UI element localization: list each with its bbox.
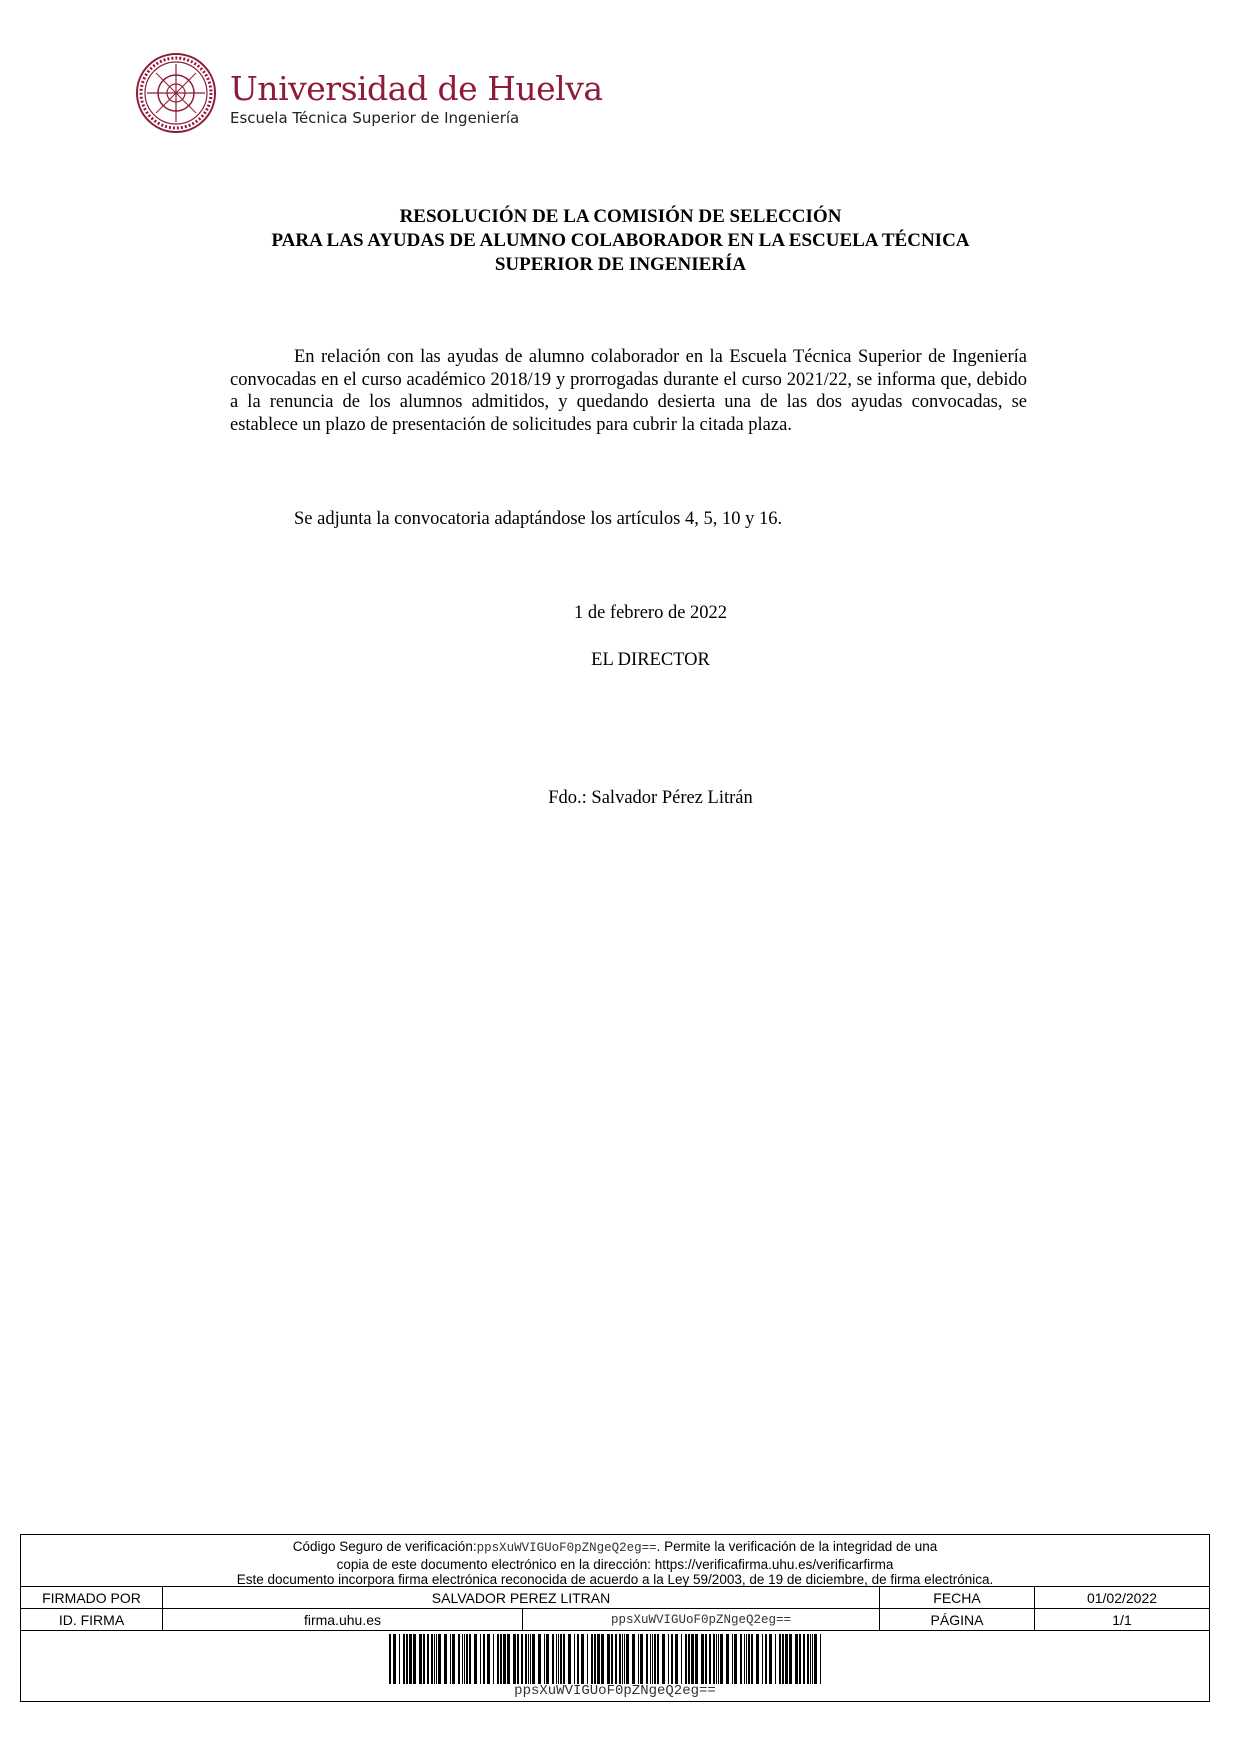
- verification-line-2: copia de este documento electrónico en la dirección: https://verificafirma.uhu.es/verificarfirma: [336, 1556, 894, 1572]
- barcode-area: [21, 1631, 1209, 1703]
- csv-code: ppsXuWVIGUoF0pZNgeQ2eg==: [476, 1541, 657, 1555]
- body-paragraph-1: En relación con las ayudas de alumno colaborador en la Escuela Técnica Superior de Ingeniería convocadas en el curso académico 2018/19 y prorrogadas durante el curso 2021/22, se informa que, debido a la renuncia de los alumnos admitidos, y quedando desierta una de las dos ayudas convocadas, se establece un plazo de presentación de solicitudes para cubrir la citada plaza.: [230, 347, 1027, 435]
- verification-line-3: Este documento incorpora firma electrónica reconocida de acuerdo a la Ley 59/2003, de 19 de diciembre, de firma electrónica.: [236, 1572, 994, 1587]
- page-value: 1/1: [1112, 1611, 1132, 1628]
- id-row: [21, 1609, 1209, 1631]
- brand-block: [230, 69, 603, 127]
- signed-by-row: [21, 1587, 1209, 1609]
- document-title: [0, 205, 1241, 277]
- date-value: 01/02/2022: [1086, 1589, 1158, 1606]
- signed-by-value: SALVADOR PEREZ LITRAN: [163, 1587, 880, 1608]
- signer-role: EL DIRECTOR: [591, 650, 710, 670]
- electronic-signature-block: [20, 1534, 1210, 1702]
- university-name: Universidad de Huelva: [230, 69, 603, 108]
- signed-by-label: FIRMADO POR: [21, 1587, 163, 1608]
- id-label: ID. FIRMA: [21, 1609, 163, 1630]
- school-name: Escuela Técnica Superior de Ingeniería: [230, 109, 520, 127]
- document-date: 1 de febrero de 2022: [573, 603, 728, 623]
- barcode-text: ppsXuWVIGUoF0pZNgeQ2eg==: [514, 1683, 716, 1699]
- id-code: ppsXuWVIGUoF0pZNgeQ2eg==: [523, 1609, 880, 1630]
- page-label: PÁGINA: [880, 1609, 1035, 1630]
- title-line-2: PARA LAS AYUDAS DE ALUMNO COLABORADOR EN LA ESCUELA TÉCNICA: [271, 230, 970, 251]
- csv-prefix: Código Seguro de verificación:: [292, 1539, 477, 1554]
- verification-text: [21, 1535, 1209, 1587]
- title-line-3: SUPERIOR DE INGENIERÍA: [494, 254, 747, 275]
- csv-suffix: . Permite la verificación de la integridad de una: [656, 1539, 938, 1554]
- title-line-1: RESOLUCIÓN DE LA COMISIÓN DE SELECCIÓN: [399, 206, 842, 227]
- barcode-image: [389, 1634, 821, 1684]
- university-seal-logo: [135, 52, 217, 134]
- body-paragraph-2: Se adjunta la convocatoria adaptándose los artículos 4, 5, 10 y 16.: [294, 509, 783, 529]
- id-host: firma.uhu.es: [163, 1609, 523, 1630]
- date-label: FECHA: [880, 1587, 1035, 1608]
- signer-name: Fdo.: Salvador Pérez Litrán: [548, 788, 753, 808]
